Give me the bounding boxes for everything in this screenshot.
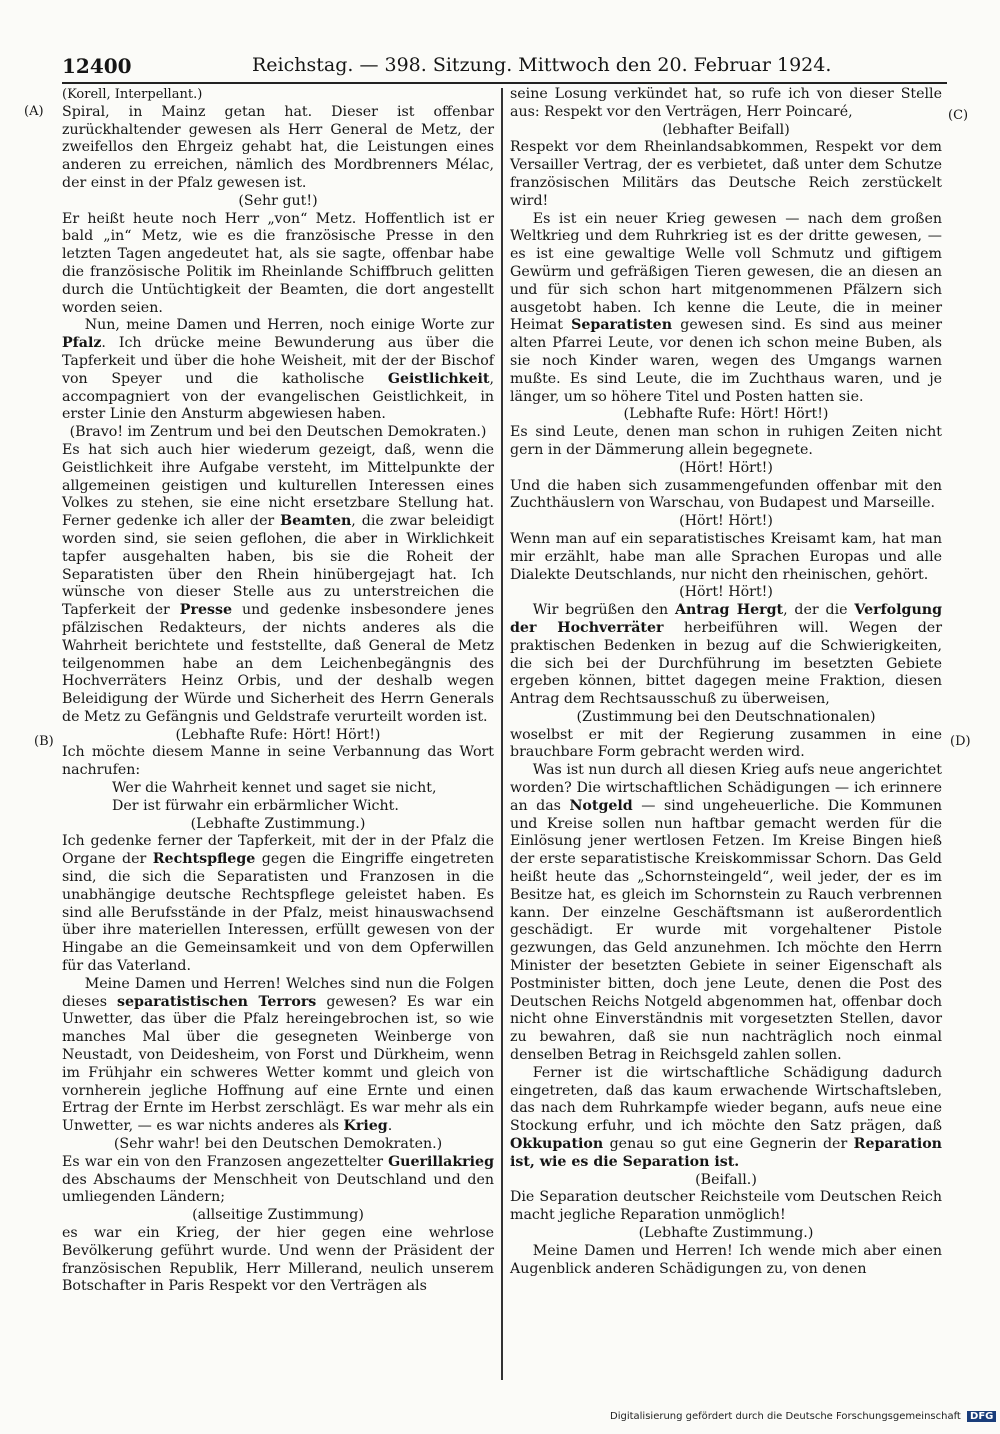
text-run: herbeiführen will. Wegen der praktischen Bedenken in bezug auf die Schwierigkeiten, die sich bei der Durchführung im besetzten Gebiete ergeben können, bittet dagegen meine Fraktion, diesen Antrag dem Rechtsausschuß zu überweisen, xyxy=(510,619,942,708)
paragraph xyxy=(510,602,942,709)
interjection: (Lebhafte Rufe: Hört! Hört!) xyxy=(175,726,381,743)
text-run: Ich gedenke ferner der Tapferkeit, mit der in der Pfalz die Organe der xyxy=(62,833,494,868)
interjection: (Hört! Hört!) xyxy=(679,513,773,530)
emphasis: Pfalz xyxy=(62,335,102,352)
paragraph xyxy=(62,976,494,1136)
paragraph: Meine Damen und Herren! Ich wende mich aber einen Augenblick anderen Schädigungen zu, von denen xyxy=(510,1242,942,1277)
dfg-logo-text: DFG xyxy=(970,1411,994,1422)
margin-marker-b: (B) xyxy=(34,734,54,749)
text-run: . Ich drücke meine Bewunderung aus über die Tapferkeit und über die hohe Weisheit, mit der der Bischof von Speyer und die katholische xyxy=(62,335,494,387)
paragraph: Spiral, in Mainz getan hat. Dieser ist offenbar zurückhaltender gewesen als Herr General de Metz, der zweifellos den Ehrgeiz gehabt hat, die Leistungen eines anderen zu erreichen, nämlich des Mordbrenners Mélac, der einst in der Pfalz gewesen ist. xyxy=(62,103,494,191)
text-run: Was ist nun durch all diesen Krieg aufs neue angerichtet worden? Die wirtschaftlichen Schädigungen — ich erinnere an das xyxy=(510,762,942,814)
emphasis: Krieg xyxy=(343,1118,388,1135)
digitization-footer xyxy=(610,1411,996,1422)
interjection: (allseitige Zustimmung) xyxy=(192,1207,364,1224)
interjection: (Sehr wahr! bei den Deutschen Demokraten.) xyxy=(113,1136,443,1153)
interjection: (lebhafter Beifall) xyxy=(662,121,790,138)
paragraph: Ich möchte diesem Manne in seine Verbannung das Wort nachrufen: xyxy=(62,744,494,779)
emphasis: Geistlichkeit xyxy=(387,370,490,387)
paragraph: woselbst er mit der Regierung zusammen in eine brauchbare Form gebracht werden wird. xyxy=(510,726,942,761)
paragraph: es war ein Krieg, der hier gegen eine wehrlose Bevölkerung geführt wurde. Und wenn der Präsident der französischen Republik, Herr Millerand, neulich unserem Botschafter in Paris Respekt vor den Verträgen als xyxy=(62,1225,494,1295)
emphasis: Beamten xyxy=(280,513,352,530)
verse-line: Wer die Wahrheit kennet und saget sie nicht, xyxy=(112,780,437,797)
emphasis: Reparation ist, wie es die Separation ist. xyxy=(510,1136,942,1170)
right-column xyxy=(510,86,942,1278)
paragraph: Wenn man auf ein separatistisches Kreisamt kam, hat man mir erzählt, habe man alle Sprachen Europas und alle Dialekte Deutschlands, nur nicht den rheinischen, gehört. xyxy=(510,530,942,583)
text-run: und gedenke insbesondere jenes pfälzischen Redakteurs, der nichts anderes als die Wahrheit berichtete und feststellte, daß General de Metz teilgenommen habe an dem Leichenbegängnis des Hochverräters Heinz Orbis, und der deshalb wegen Beleidigung der Würde und Sicherheit des Herrn Generals de Metz zu Gefängnis und Geldstrafe verurteilt worden ist. xyxy=(62,602,494,725)
emphasis: Rechtspflege xyxy=(152,851,256,868)
column-divider xyxy=(501,88,503,1380)
interjection: (Beifall.) xyxy=(695,1171,757,1188)
text-run: . xyxy=(387,1118,393,1135)
text-run: Meine Damen und Herren! Welches sind nun die Folgen dieses xyxy=(62,975,494,1010)
interjection: (Lebhafte Zustimmung.) xyxy=(638,1225,814,1241)
text-run: Wir begrüßen den xyxy=(532,602,675,619)
paragraph xyxy=(62,442,494,727)
paragraph xyxy=(510,762,942,1065)
speaker-label: (Korell, Interpellant.) xyxy=(62,87,203,102)
dfg-logo-icon xyxy=(967,1411,996,1422)
paragraph: Er heißt heute noch Herr „von“ Metz. Hoffentlich ist er bald „in“ Metz, wie es die französische Presse in den letzten Tagen angedeutet hat, als sie sagte, offenbar habe die französische Politik im Rheinlande Schiffbruch gelitten durch die Untüchtigkeit der Beamten, die dort angestellt worden seien. xyxy=(62,210,494,316)
text-run: , die zwar beleidigt worden sind, sie seien geflohen, die aber in Wirklichkeit tapfer ausgehalten haben, bis sie die Roheit der Separatisten über den Rhein hinübergejagt hat. Ich wünsche von dieser Stelle aus zu unterstreichen die Tapferkeit der xyxy=(62,513,494,619)
text-run: gewesen? Es war ein Unwetter, das über die Pfalz hereingebrochen ist, so wie manches Mal über die gesegneten Weinberge von Neustadt, von Deidesheim, von Forst und Dürkheim, wenn im Frühjahr ein schweres Wetter kommt und gleich von vornherein jegliche Hoffnung auf eine Ernte und einen Ertrag der Ernte im Herbst zerschlägt. Es war mehr als ein Unwetter, — es war nichts anderes als xyxy=(62,993,495,1135)
text-run: — sind ungeheuerliche. Die Kommunen und Kreise sollen nun haftbar gemacht werden für die Einlösung jener wertlosen Fetzen. Im Kreise Bingen hieß der erste separatistische Kreiskommissar Schorn. Das Geld heißt heute das „Schornsteingeld“, weil jeder, der es im Besitze hat, es gleich im Schornstein zu Rauch verbrennen kann. Der einzelne Geschäftsmann ist außerordentlich geschädigt. Er wurde mit vorgehaltener Pistole gezwungen, das Geld anzunehmen. Ich möchte den Herrn Minister der besetzten Gebiete in seiner Eigenschaft als Postminister bitten, doch jene Leute, denen die Post des Deutschen Reichs Notgeld abgenommen hat, offenbar doch nicht ohne Einverständnis mit vorgesetzten Stellen, davor zu bewahren, daß sie nun nachträglich noch einmal denselben Betrag in Reichsgeld zahlen sollen. xyxy=(510,797,942,1064)
paragraph: Und die haben sich zusammengefunden offenbar mit den Zuchthäuslern von Warschau, von Budapest und Marseille. xyxy=(510,477,942,512)
text-run: Es hat sich auch hier wiederum gezeigt, daß, wenn die Geistlichkeit ihre Aufgabe versteht, im Mittelpunkte der allgemeinen geistigen und kulturellen Interessen eines Volkes zu stehen, sie eine nicht ersetzbare Stellung hat. Ferner gedenke ich aller der xyxy=(62,441,494,530)
interjection: (Zustimmung bei den Deutschnationalen) xyxy=(576,708,876,725)
margin-marker-c: (C) xyxy=(948,108,969,123)
emphasis: Guerillakrieg xyxy=(388,1153,494,1170)
interjection: (Lebhafte Rufe: Hört! Hört!) xyxy=(623,406,829,423)
running-title: Reichstag. — 398. Sitzung. Mittwoch den 20. Februar 1924. xyxy=(252,54,832,76)
text-run: gegen die Eingriffe eingetreten sind, die sich die Separatisten und Franzosen in die unabhängige deutsche Rechtspflege geleistet haben. Es sind alle Berufsstände in der Pfalz, meist hinauswachsend über ihre materiellen Interessen, erfüllt gewesen von der Hingabe an die Gemeinsamkeit und von dem Opferwillen für das Vaterland. xyxy=(62,851,494,975)
paragraph: Respekt vor dem Rheinlandsabkommen, Respekt vor dem Versailler Vertrag, der es verbietet, daß unter dem Schutze französischen Militärs das Deutsche Reich zerstückelt wird! xyxy=(510,139,942,209)
verse-line: Der ist fürwahr ein erbärmlicher Wicht. xyxy=(112,797,399,814)
interjection: (Sehr gut!) xyxy=(238,192,318,209)
text-run: , der die xyxy=(783,602,855,619)
margin-marker-d: (D) xyxy=(950,734,971,749)
text-run: Es war ein von den Franzosen angezettelter xyxy=(62,1153,389,1170)
interjection: (Hört! Hört!) xyxy=(679,459,773,476)
emphasis: Separatisten xyxy=(571,317,673,334)
text-run: , accompagniert von der evangelischen Geistlichkeit, in erster Linie den Ansturm abgewiesen haben. xyxy=(62,370,494,423)
margin-marker-a: (A) xyxy=(24,104,44,119)
text-run: des Abschaums der Menschheit von Deutschland und den umliegenden Ländern; xyxy=(62,1171,494,1206)
paragraph xyxy=(62,317,494,424)
paragraph xyxy=(510,1065,942,1172)
emphasis: Notgeld xyxy=(569,797,633,814)
emphasis: Antrag Hergt xyxy=(674,602,784,619)
paragraph: seine Losung verkündet hat, so rufe ich von dieser Stelle aus: Respekt vor den Verträgen, Herr Poincaré, xyxy=(510,86,942,120)
paragraph: Die Separation deutscher Reichsteile vom Deutschen Reich macht jegliche Reparation unmöglich! xyxy=(510,1189,942,1224)
emphasis: separatistischen Terrors xyxy=(117,993,317,1010)
left-column xyxy=(62,86,494,1296)
paragraph xyxy=(510,211,942,407)
emphasis: Verfolgung der Hochverräter xyxy=(510,602,942,636)
interjection: (Bravo! im Zentrum und bei den Deutschen Demokraten.) xyxy=(69,424,487,441)
paragraph: Es sind Leute, denen man schon in ruhigen Zeiten nicht gern in der Dämmerung allein begegnete. xyxy=(510,424,942,458)
text-run: genau so gut eine Gegnerin der xyxy=(603,1136,854,1153)
footer-text: Digitalisierung gefördert durch die Deutsche Forschungsgemeinschaft xyxy=(610,1411,961,1422)
text-run: gewesen sind. Es sind aus meiner alten Pfarrei Leute, vor denen ich schon meine Buben, als sie noch Kinder waren, wegen des Umgangs warnen mußte. Es sind Leute, die im Zuchthaus waren, und je länger, um so höhere Titel und Posten hatten sie. xyxy=(510,317,942,405)
text-run: Ferner ist die wirtschaftliche Schädigung dadurch eingetreten, daß das kaum erwachende Wirtschaftsleben, das nach dem Ruhrkampfe wieder begann, aufs neue eine Stockung erfuhr, und ich möchte den Satz prägen, daß xyxy=(510,1064,942,1135)
paragraph xyxy=(62,833,494,975)
emphasis: Okkupation xyxy=(510,1136,604,1153)
text-run: Es ist ein neuer Krieg gewesen — nach dem großen Weltkrieg und dem Ruhrkrieg ist es der dritte gewesen, — es ist eine gewaltige Welle voll Schmutz und giftigem Gewürm und gefräßigen Tieren gewesen, die an diesen an und für sich schon hart mitgenommenen Pfälzern sich ausgetobt haben. Ich kenne die Leute, die in meiner Heimat xyxy=(510,210,942,334)
text-run: Nun, meine Damen und Herren, noch einige Worte zur xyxy=(84,317,494,334)
page-header xyxy=(62,52,947,84)
emphasis: Presse xyxy=(179,602,232,619)
paragraph xyxy=(62,1154,494,1207)
interjection: (Hört! Hört!) xyxy=(679,584,773,601)
interjection: (Lebhafte Zustimmung.) xyxy=(190,815,366,832)
page-number: 12400 xyxy=(62,54,132,78)
